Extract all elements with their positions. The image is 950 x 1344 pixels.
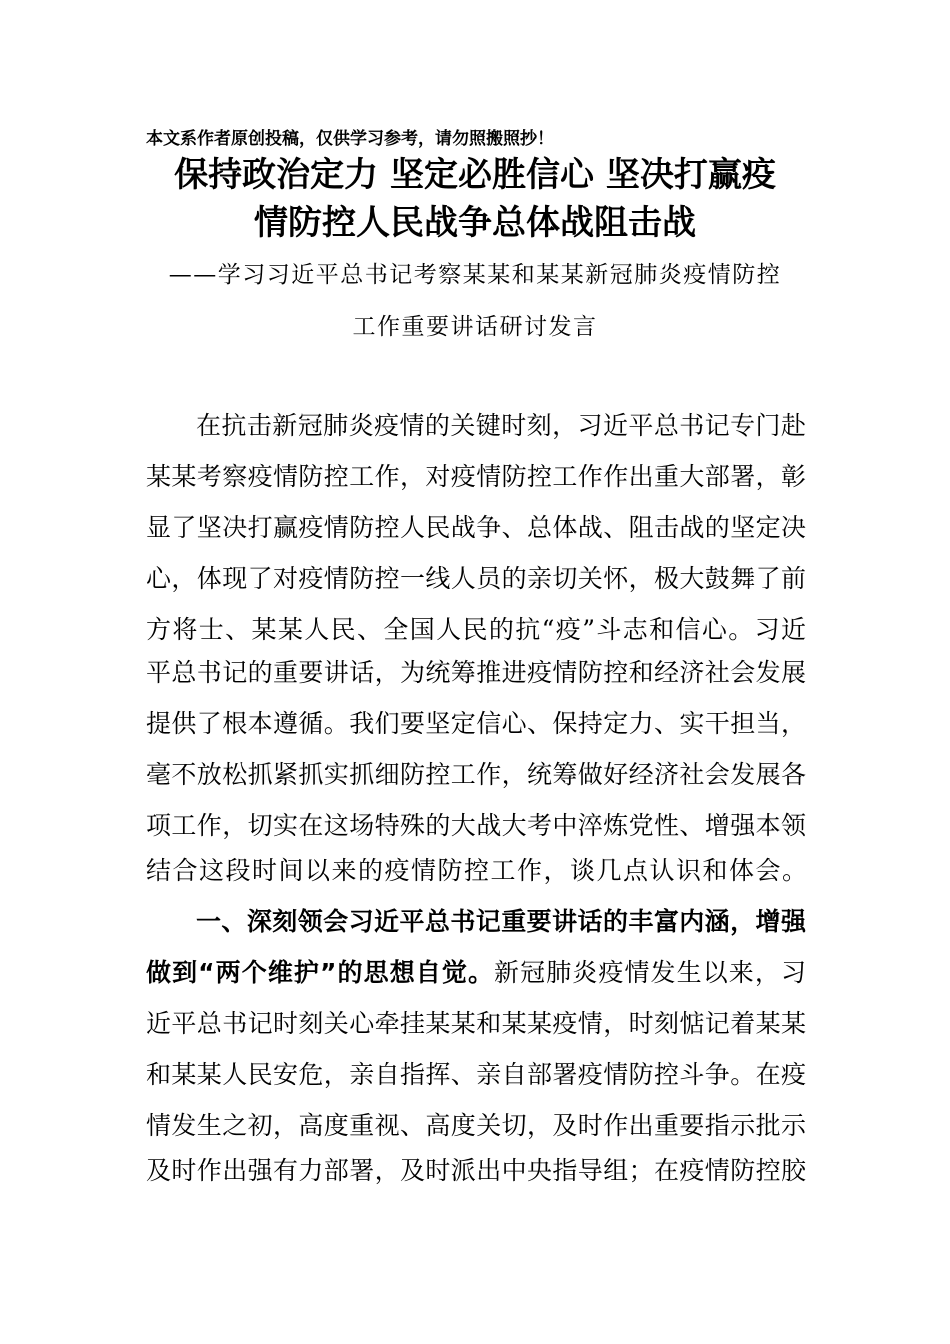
paragraph-line: 平总书记的重要讲话，为统筹推进疫情防控和经济社会发展	[146, 658, 806, 687]
section-heading-line-1: 一、深刻领会习近平总书记重要讲话的丰富内涵，增强	[196, 907, 806, 936]
title-line-1: 保持政治定力 坚定必胜信心 坚决打赢疫	[174, 155, 776, 195]
paragraph-line: 显了坚决打赢疫情防控人民战争、总体战、阻击战的坚定决	[146, 513, 806, 542]
section-line: 和某某人民安危，亲自指挥、亲自部署疫情防控斗争。在疫	[146, 1060, 806, 1089]
section-line: 及时作出强有力部署，及时派出中央指导组；在疫情防控胶	[146, 1156, 806, 1185]
paragraph-line: 某某考察疫情防控工作，对疫情防控工作作出重大部署，彰	[146, 462, 806, 491]
section-body-start: 新冠肺炎疫情发生以来，习	[494, 958, 806, 987]
title-line-2: 情防控人民战争总体战阻击战	[254, 203, 696, 243]
paragraph-line: 心，体现了对疫情防控一线人员的亲切关怀，极大鼓舞了前	[146, 564, 806, 593]
paragraph-line: 毫不放松抓紧抓实抓细防控工作，统筹做好经济社会发展各	[146, 760, 806, 789]
section-line: 近平总书记时刻关心牵挂某某和某某疫情，时刻惦记着某某	[146, 1009, 806, 1038]
paragraph-line: 在抗击新冠肺炎疫情的关键时刻，习近平总书记专门赴	[196, 411, 806, 440]
section-heading-line-2	[146, 957, 806, 989]
subtitle-line-2: 工作重要讲话研讨发言	[352, 314, 598, 340]
paragraph-line: 结合这段时间以来的疫情防控工作，谈几点认识和体会。	[146, 856, 809, 885]
paragraph-line: 方将士、某某人民、全国人民的抗“疫”斗志和信心。习近	[146, 615, 806, 644]
paragraph-line: 提供了根本遵循。我们要坚定信心、保持定力、实干担当，	[146, 709, 806, 738]
subtitle-line-1: ——学习习近平总书记考察某某和某某新冠肺炎疫情防控	[168, 262, 782, 288]
copyright-notice: 本文系作者原创投稿，仅供学习参考，请勿照搬照抄！	[146, 129, 554, 149]
section-line: 情发生之初，高度重视、高度关切，及时作出重要指示批示	[146, 1111, 806, 1140]
paragraph-line: 项工作，切实在这场特殊的大战大考中淬炼党性、增强本领	[146, 811, 806, 840]
section-heading-continuation: 做到“两个维护”的思想自觉。	[146, 958, 495, 987]
